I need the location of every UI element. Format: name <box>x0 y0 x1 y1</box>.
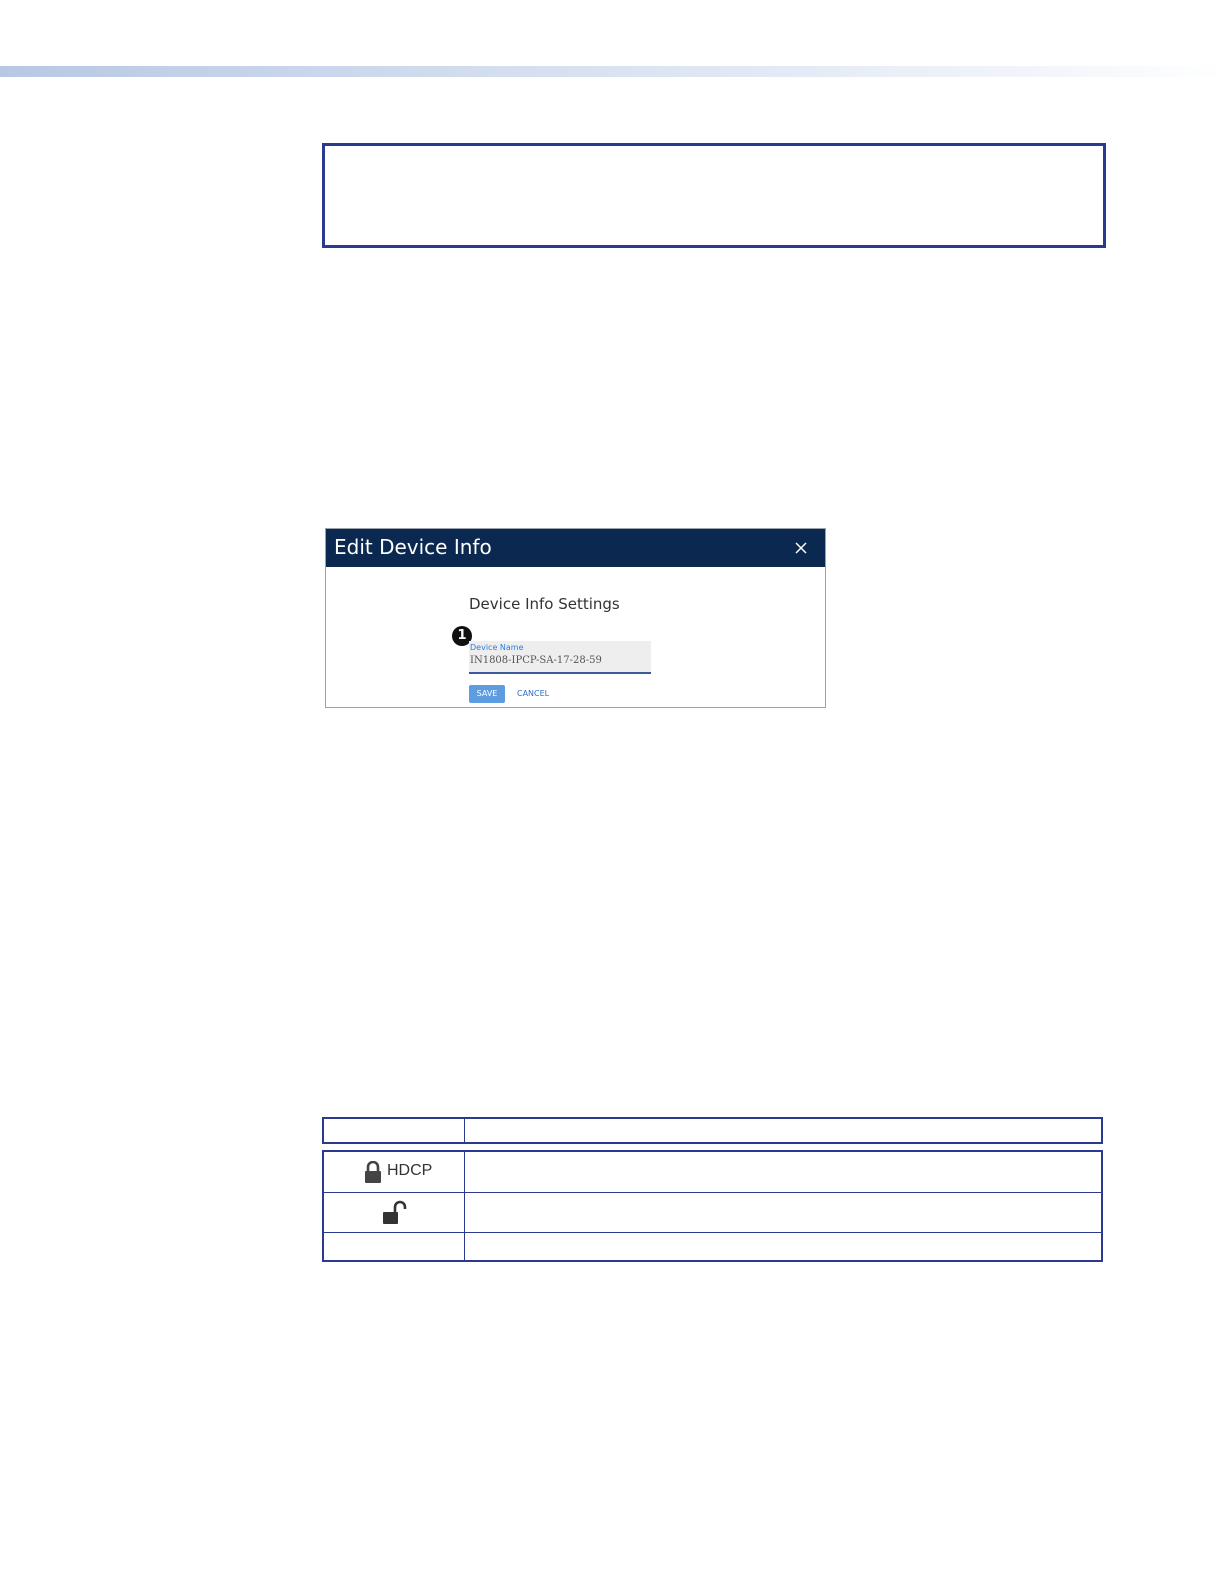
table-row-hdcp <box>324 1152 464 1192</box>
close-icon[interactable] <box>794 541 808 555</box>
device-name-value[interactable]: IN1808-IPCP-SA-17-28-59 <box>470 655 602 666</box>
column-divider <box>464 1119 465 1142</box>
dialog-titlebar <box>326 529 825 567</box>
callout-number-icon: 1 <box>452 626 472 646</box>
lock-closed-icon <box>364 1161 382 1183</box>
note-box <box>322 143 1106 248</box>
dialog-title: Edit Device Info <box>334 535 492 559</box>
page-header-bar <box>0 66 1224 77</box>
row-divider <box>324 1192 1101 1193</box>
edit-device-info-dialog <box>325 528 826 708</box>
save-button[interactable]: SAVE <box>469 685 505 703</box>
row-divider <box>324 1232 1101 1233</box>
hdcp-label: HDCP <box>387 1162 433 1179</box>
device-name-field[interactable] <box>469 641 651 674</box>
table-body <box>322 1150 1103 1262</box>
column-divider <box>464 1152 465 1260</box>
device-name-label: Device Name <box>470 643 524 652</box>
cancel-button[interactable]: CANCEL <box>517 689 550 698</box>
lock-open-icon <box>382 1200 408 1226</box>
section-heading: Device Info Settings <box>469 595 620 613</box>
table-header-row <box>322 1117 1103 1144</box>
